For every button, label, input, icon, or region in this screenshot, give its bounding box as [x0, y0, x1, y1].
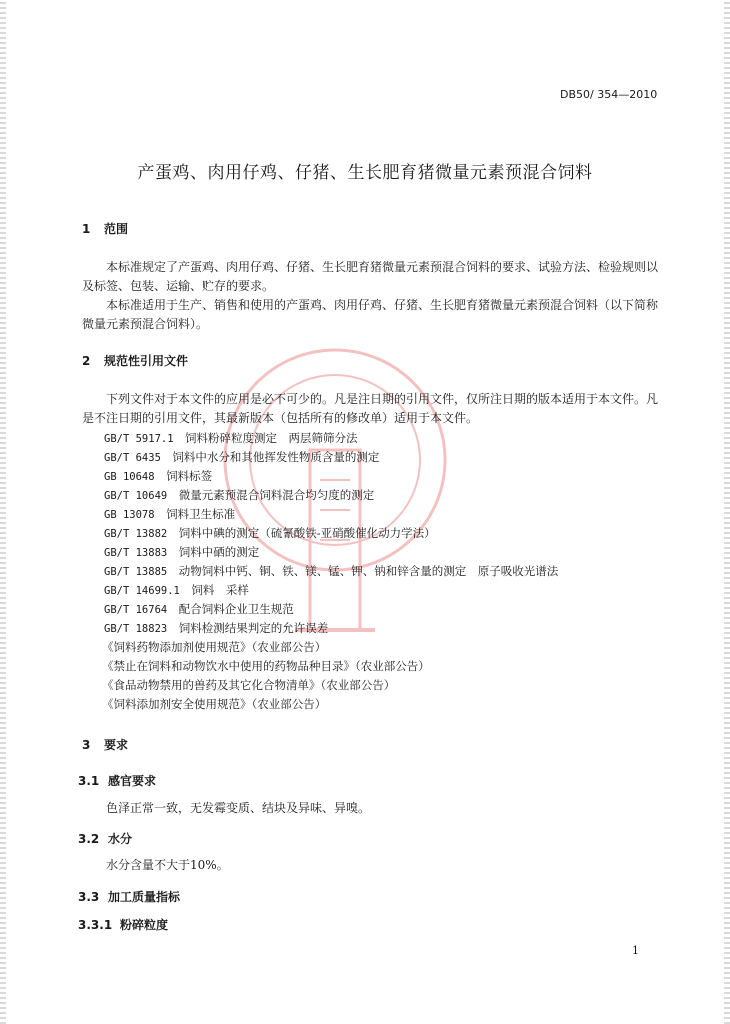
- section-title: 水分: [108, 832, 133, 846]
- reference-code: GB/T 16764: [104, 604, 168, 616]
- section-title: 范围: [104, 222, 129, 236]
- section-title: 规范性引用文件: [104, 354, 189, 368]
- reference-name: 饲料中碘的测定（硫氰酸铁-亚硝酸催化动力学法）: [178, 526, 436, 540]
- reference-code: GB/T 6435: [104, 452, 161, 464]
- reference-name: 饲料中硒的测定: [178, 545, 260, 559]
- scan-edge-left: [0, 0, 6, 1024]
- reference-item: [104, 620, 328, 636]
- reference-name: 动物饲料中钙、铜、铁、镁、锰、钾、钠和锌含量的测定 原子吸收光谱法: [178, 564, 559, 578]
- references-intro: 下列文件对于本文件的应用是必不可少的。凡是注日期的引用文件，仅所注日期的版本适用于本文件。凡是不注日期的引用文件，其最新版本（包括所有的修改单）适用于本文件。: [82, 392, 659, 425]
- reference-code: GB/T 13883: [104, 547, 168, 559]
- document-title: 产蛋鸡、肉用仔鸡、仔猪、生长肥育猪微量元素预混合饲料: [137, 163, 593, 183]
- section-3-3-1-heading: [78, 916, 168, 933]
- section-1-heading: [82, 220, 128, 237]
- section-number: 3: [82, 738, 91, 752]
- reference-name: 饲料 采样: [191, 583, 249, 597]
- section-3-1-heading: [78, 772, 156, 789]
- reference-item: [104, 468, 212, 484]
- regulation-item: 《禁止在饲料和动物饮水中使用的药物品种目录》（农业部公告）: [102, 659, 430, 673]
- reference-item: [104, 430, 358, 446]
- reference-name: 饲料标签: [166, 469, 213, 483]
- reference-item: [104, 544, 259, 560]
- regulation-item: 《食品动物禁用的兽药及其它化合物清单》（农业部公告）: [102, 678, 396, 692]
- section-2-heading: [82, 352, 188, 369]
- regulation-item: 《饲料药物添加剂使用规范》（农业部公告）: [102, 640, 327, 654]
- section-number: 3.3: [78, 890, 100, 904]
- reference-name: 饲料中水分和其他挥发性物质含量的测定: [172, 450, 380, 464]
- section-3-heading: [82, 736, 128, 753]
- reference-item: [104, 563, 558, 579]
- scope-paragraph-1: 本标准规定了产蛋鸡、肉用仔鸡、仔猪、生长肥育猪微量元素预混合饲料的要求、试验方法、检验规则以及标签、包装、运输、贮存的要求。: [82, 260, 659, 293]
- reference-item: [104, 525, 436, 541]
- reference-name: 饲料粉碎粒度测定 两层筛筛分法: [185, 431, 358, 445]
- section-number: 3.3.1: [78, 918, 113, 932]
- section-title: 加工质量指标: [108, 890, 181, 904]
- moisture-requirement-text: 水分含量不大于10%。: [106, 858, 229, 872]
- section-number: 2: [82, 354, 91, 368]
- section-title: 要求: [104, 738, 129, 752]
- section-number: 1: [82, 222, 91, 236]
- reference-code: GB/T 10649: [104, 490, 168, 502]
- reference-item: [104, 506, 235, 522]
- reference-code: GB 10648: [104, 471, 155, 483]
- sensory-requirement-text: 色泽正常一致，无发霉变质、结块及异味、异嗅。: [106, 801, 371, 815]
- document-code: DB50/ 354—2010: [560, 88, 658, 101]
- section-number: 3.2: [78, 832, 100, 846]
- reference-name: 饲料卫生标准: [166, 507, 236, 521]
- scan-edge-right: [724, 0, 730, 1024]
- reference-name: 微量元素预混合饲料混合均匀度的测定: [178, 488, 375, 502]
- reference-item: [104, 449, 379, 465]
- regulation-item: 《饲料添加剂安全使用规范》（农业部公告）: [102, 697, 327, 711]
- reference-item: [104, 582, 249, 598]
- section-title: 感官要求: [108, 774, 157, 788]
- scope-paragraph-2: 本标准适用于生产、销售和使用的产蛋鸡、肉用仔鸡、仔猪、生长肥育猪微量元素预混合饲料（以下简称微量元素预混合饲料）。: [82, 298, 659, 331]
- reference-name: 饲料检测结果判定的允许误差: [178, 621, 329, 635]
- reference-code: GB/T 13882: [104, 528, 168, 540]
- section-3-2-heading: [78, 830, 132, 847]
- reference-code: GB/T 14699.1: [104, 585, 180, 597]
- section-number: 3.1: [78, 774, 100, 788]
- reference-name: 配合饲料企业卫生规范: [178, 602, 294, 616]
- page-number: 1: [632, 944, 639, 957]
- reference-item: [104, 601, 294, 617]
- reference-code: GB 13078: [104, 509, 155, 521]
- reference-code: GB/T 18823: [104, 623, 168, 635]
- reference-code: GB/T 13885: [104, 566, 168, 578]
- section-3-3-heading: [78, 888, 180, 905]
- reference-item: [104, 487, 374, 503]
- section-title: 粉碎粒度: [120, 918, 169, 932]
- reference-code: GB/T 5917.1: [104, 433, 174, 445]
